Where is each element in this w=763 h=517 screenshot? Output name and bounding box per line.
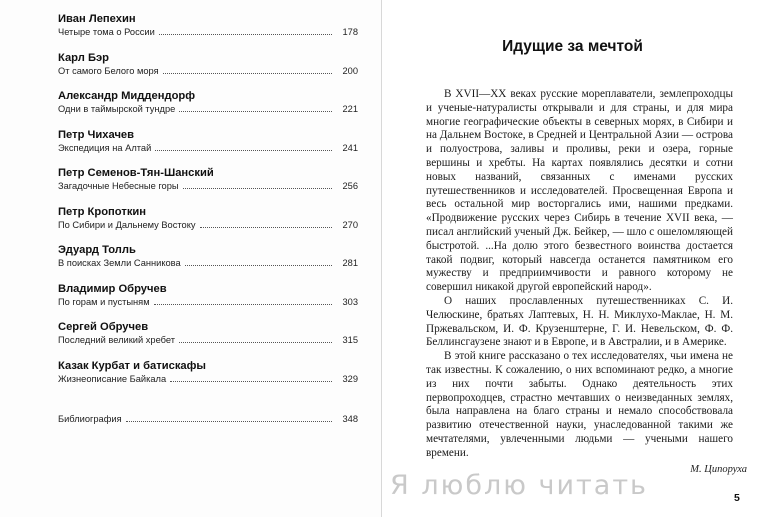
- toc-line: [58, 180, 358, 192]
- toc-entry: [58, 12, 358, 51]
- toc-author: Эдуард Толль: [58, 244, 136, 256]
- toc-title: Загадочные Небесные горы: [58, 181, 179, 191]
- toc-page: 303: [342, 296, 358, 307]
- toc-author: Карл Бэр: [58, 51, 110, 64]
- toc-title: Библиография: [58, 414, 122, 424]
- toc-author: Петр Семенов-Тян-Шанский: [58, 167, 214, 179]
- toc-dots: [179, 111, 332, 112]
- toc-line: [58, 373, 358, 385]
- toc-line: [58, 296, 358, 308]
- toc-author: Иван Лепехин: [58, 13, 136, 25]
- toc-page: 221: [342, 104, 358, 114]
- paragraph: О наших прославленных путешественниках С. И. Челюскине, братьях Лаптевых, Н. Н. Миклухо-Маклае, Н. М. Пржевальском, И. Ф. Крузенштерне, Г. И. Невельском, Ф. Ф. Беллинсгаузене знают и в Европе, и в Австралии, и в Америке.: [426, 294, 733, 349]
- toc-dots: [159, 34, 332, 35]
- toc-title: По горам и пустыням: [58, 296, 150, 307]
- watermark: Я люблю читать: [390, 470, 648, 501]
- paragraph: В этой книге рассказано о тех исследователях, чьи имена не так известны. К сожалению, о них вспоминают редко, а многие из них почти забыты. Однако деятельность этих первопроходцев, страстно мечтавших о неизведанных землях, была направлена на благо страны и немало способствовала развитию отечественной науки, унаследованной такими же мечтателями, увлеченными людьми — учеными нашего времени.: [426, 350, 733, 459]
- right-page: [382, 0, 763, 517]
- toc-author: Александр Миддендорф: [58, 90, 196, 102]
- toc-author: Владимир Обручев: [58, 282, 167, 295]
- toc-page: 315: [342, 335, 358, 345]
- toc-author: Казак Курбат и батискафы: [58, 359, 206, 372]
- toc-dots: [126, 421, 332, 422]
- toc-dots: [179, 342, 332, 343]
- toc-author: Петр Чихачев: [58, 128, 135, 141]
- toc-line: [58, 65, 358, 77]
- toc-line: [58, 257, 358, 269]
- toc-line: [58, 219, 358, 231]
- page-number: 5: [734, 492, 740, 504]
- body-text: [426, 88, 733, 461]
- toc-title: По Сибири и Дальнему Востоку: [58, 219, 196, 230]
- table-of-contents: [58, 12, 358, 425]
- toc-entry: [58, 89, 358, 128]
- toc-author: Сергей Обручев: [58, 321, 149, 333]
- toc-entry: [58, 243, 358, 282]
- toc-dots: [183, 188, 332, 189]
- toc-author: Петр Кропоткин: [58, 205, 147, 218]
- toc-page: 270: [342, 219, 358, 230]
- toc-dots: [170, 381, 332, 382]
- toc-title: От самого Белого моря: [58, 65, 159, 76]
- toc-title: Четыре тома о России: [58, 27, 155, 37]
- toc-title: Экспедиция на Алтай: [58, 142, 152, 153]
- chapter-title: Идущие за мечтой: [502, 38, 643, 55]
- toc-entry: [58, 128, 358, 167]
- toc-line: [58, 142, 358, 154]
- toc-title: Одни в таймырской тундре: [58, 104, 176, 114]
- toc-page: 281: [342, 258, 358, 268]
- toc-entry: [58, 282, 358, 321]
- toc-entry: [58, 51, 358, 90]
- author-signature: М. Ципоруха: [690, 464, 747, 475]
- toc-page: 241: [342, 142, 358, 153]
- toc-line: [58, 26, 358, 38]
- toc-entry: [58, 359, 358, 398]
- toc-title: Последний великий хребет: [58, 335, 175, 345]
- toc-page: 200: [342, 65, 358, 76]
- toc-page: 178: [342, 27, 358, 37]
- toc-dots: [155, 150, 332, 151]
- paragraph: В XVII—XX веках русские мореплаватели, землепроходцы и ученые-натуралисты открывали и для страны, и для мира многие географические объекты в северных морях, в Сибири и на Дальнем Востоке, в Средней и Центральной Азии — острова и полуострова, заливы и проливы, реки и озера, горные вершины и хребты. На картах появлялись десятки и сотни новых названий, связанных с именами русских путешественников и исследователей. Просвещенная Европа и весь остальной мир восторгались ими, нашими предками. «Продвижение русских через Сибирь в течение XVII века, — писал английский ученый Дж. Бейкер, — шло с ошеломляющей быстротой. ...На долю этого безвестного воинства достается такой подвиг, который навсегда останется памятником его мужеству и предприимчивости и равного которому не совершил никакой другой европейский народ».: [426, 88, 733, 294]
- toc-entry: [58, 205, 358, 244]
- toc-title: Жизнеописание Байкала: [58, 373, 167, 384]
- toc-page: 348: [342, 414, 358, 424]
- toc-dots: [163, 73, 332, 74]
- toc-page: 329: [342, 373, 358, 384]
- toc-dots: [185, 265, 332, 266]
- toc-line: [58, 334, 358, 346]
- toc-entry: [58, 320, 358, 359]
- toc-page: 256: [342, 181, 358, 191]
- toc-dots: [154, 304, 332, 305]
- toc-line: [58, 103, 358, 115]
- toc-dots: [200, 227, 332, 228]
- toc-entry: [58, 166, 358, 205]
- toc-title: В поисках Земли Санникова: [58, 258, 181, 268]
- toc-bibliography: [58, 413, 358, 425]
